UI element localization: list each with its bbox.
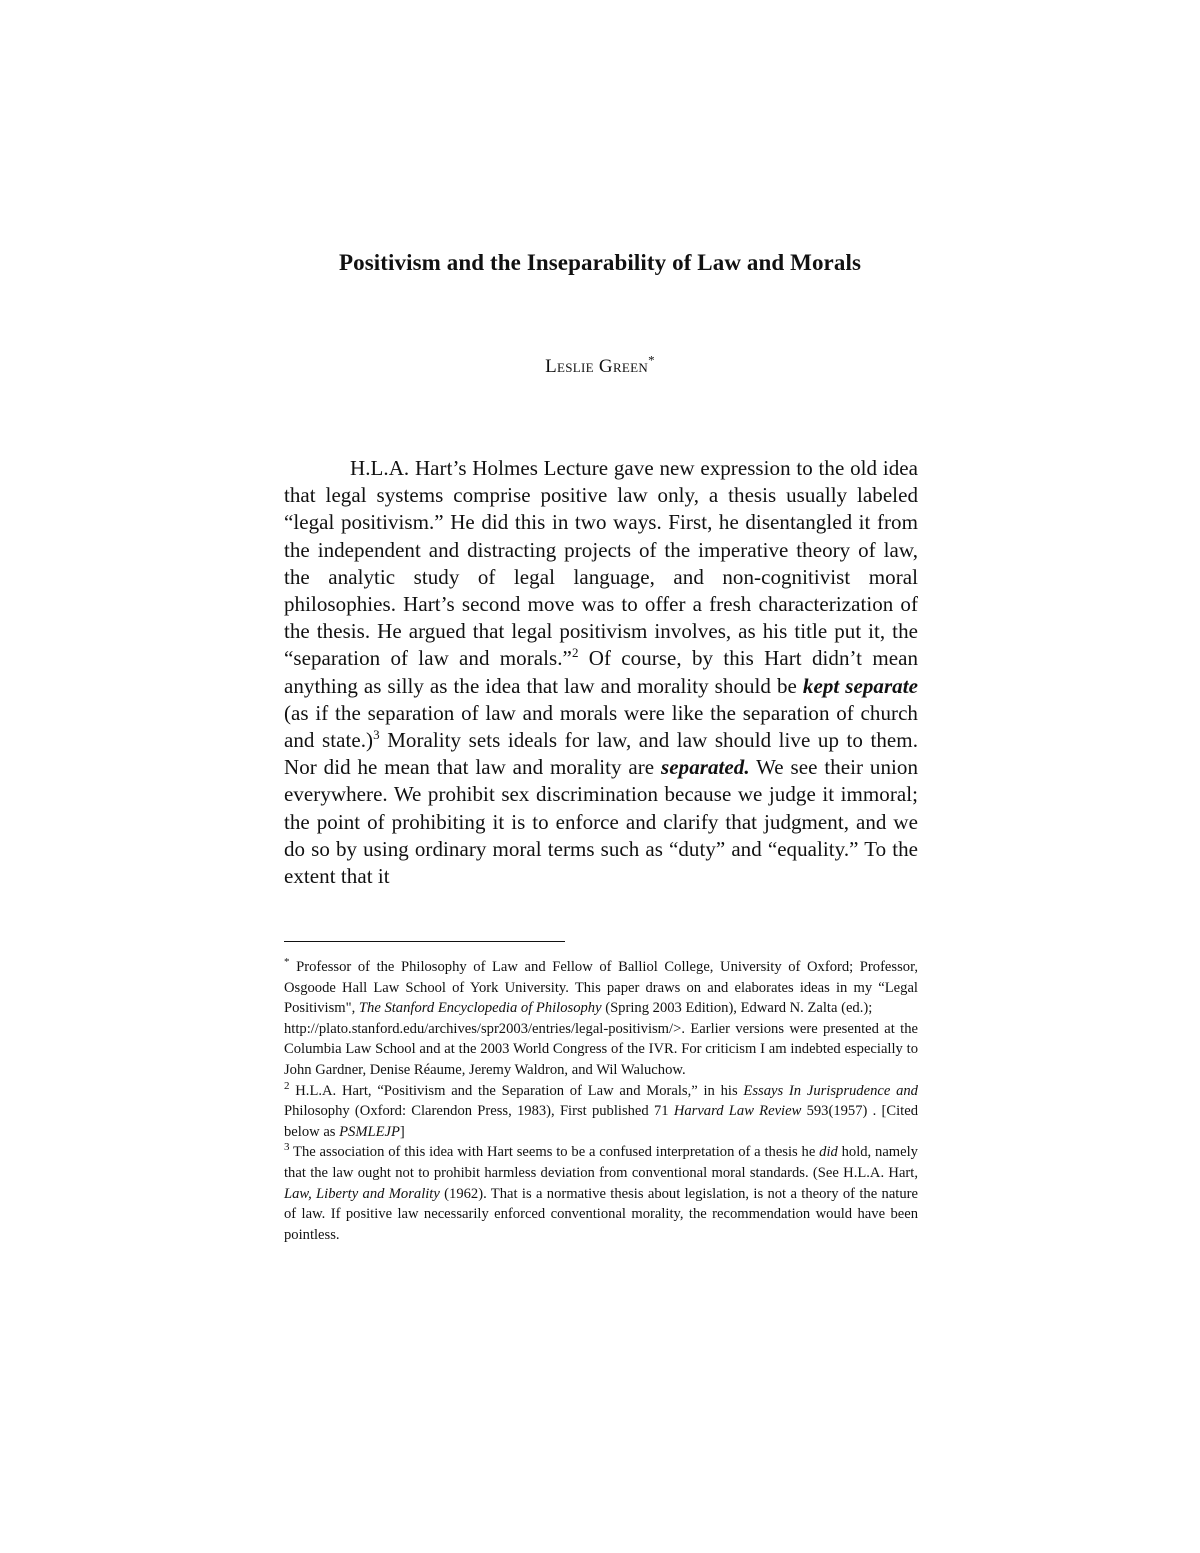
author-name: Leslie Green [545, 356, 649, 377]
author-footnote-marker: * [648, 352, 655, 368]
footnote-italic: Harvard Law Review [673, 1103, 802, 1120]
footnote-text: 593(1957) . [Cited below as [284, 1103, 918, 1140]
footnote-italic: Law, Liberty and Morality [284, 1185, 440, 1202]
footnote-italic: The Stanford Encyclopedia of Philosophy [358, 1000, 602, 1017]
footnote-marker: 3 [284, 1141, 290, 1154]
footnote-marker: * [284, 956, 290, 969]
footnote-star-continued [284, 1019, 918, 1081]
footnote-text: Professor of the Philosophy of Law and Fellow of Balliol College, University of Oxford; Professor, Osgoode Hall Law School of York University. This paper draws on and elaborates ideas in my “Legal Positivism", [284, 959, 918, 1017]
body-text-2: Of course, by this Hart didn’t mean anything as silly as the idea that law and morality should be [284, 646, 919, 698]
footnote-italic: Essays In Jurisprudence and [743, 1082, 918, 1099]
footnote-ref-2: 2 [571, 645, 579, 661]
footnote-text: Earlier versions were presented at the Columbia Law School and at the 2003 World Congress of the IVR. For criticism I am indebted especially to John Gardner, Denise Réaume, Jeremy Waldron, and Wil Waluchow. [284, 1020, 918, 1078]
author-byline [0, 352, 1200, 378]
body-text-4: Morality sets ideals for law, and law should live up to them. Nor did he mean that law and morality are [284, 728, 918, 780]
footnote-text: hold, namely that the law ought not to prohibit harmless deviation from conventional moral standards. (See H.L.A. Hart, [284, 1144, 918, 1181]
emphasis-kept-separate: kept separate [802, 673, 918, 698]
footnote-separator [284, 941, 565, 942]
footnote-text: H.L.A. Hart, “Positivism and the Separation of Law and Morals,” in his [289, 1082, 744, 1099]
body-paragraph [284, 455, 918, 890]
footnote-url: http://plato.stanford.edu/archives/spr2003/entries/legal-positivism/>. [284, 1020, 685, 1037]
footnote-text: The association of this idea with Hart seems to be a confused interpretation of a thesis he [289, 1144, 820, 1161]
paper-title: Positivism and the Inseparability of Law and Morals [338, 250, 861, 275]
emphasis-separated: separated. [661, 755, 750, 780]
footnote-italic: PSMLEJP [339, 1123, 400, 1140]
body-text-3: (as if the separation of law and morals were like the separation of church and state.) [284, 700, 918, 753]
footnote-text: Philosophy (Oxford: Clarendon Press, 1983), First published 71 [284, 1103, 674, 1120]
footnote-italic: did [819, 1144, 838, 1161]
body-text-5: We see their union everywhere. We prohibit sex discrimination because we judge it immoral; the point of prohibiting it is to enforce and clarify that judgment, and we do so by using ordinary moral terms such as “duty” and “equality.” To the extent that it [284, 755, 918, 889]
footnote-text: (1962). That is a normative thesis about legislation, is not a theory of the nature of law. If positive law necessarily enforced conventional morality, the recommendation would have been pointless. [284, 1185, 918, 1243]
footnote-marker: 2 [284, 1079, 290, 1092]
footnote-text: ] [399, 1123, 405, 1140]
footnote-2 [284, 1081, 918, 1143]
footnote-star [284, 957, 918, 1019]
footnote-ref-3: 3 [373, 727, 380, 743]
body-text-1: H.L.A. Hart’s Holmes Lecture gave new expression to the old idea that legal systems comprise positive law only, a thesis usually labeled “legal positivism.” He did this in two ways. First, he disentangled it from the independent and distracting projects of the imperative theory of law, the analytic study of legal language, and non-cognitivist moral philosophies. Hart’s second move was to offer a fresh characterization of the thesis. He argued that legal positivism involves, as his title put it, the “separation of law and morals.” [284, 456, 918, 671]
footnote-3 [284, 1142, 918, 1245]
footnote-text: (Spring 2003 Edition), Edward N. Zalta (ed.); [601, 1000, 873, 1017]
footnotes [284, 957, 918, 1245]
